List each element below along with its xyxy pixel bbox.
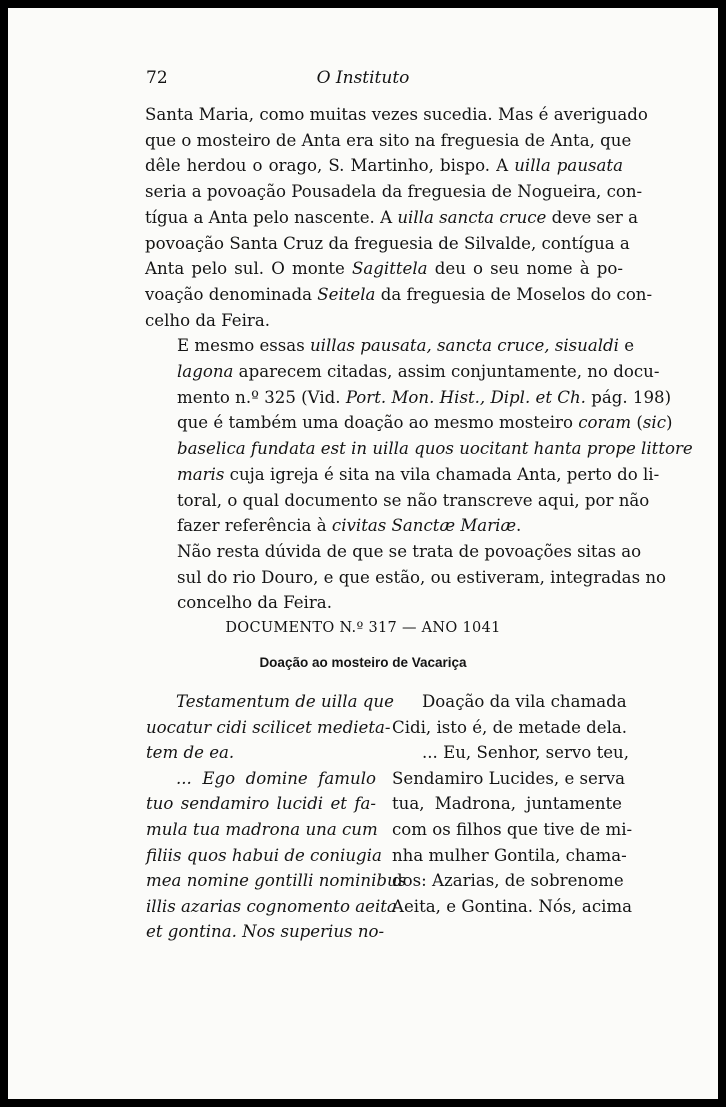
column-line: Sendamiro Lucides, e serva xyxy=(392,768,626,788)
column-line: et gontina. Nos superius no- xyxy=(146,922,385,942)
paragraph-2 xyxy=(145,333,693,539)
column-line: tem de ea. xyxy=(146,743,235,763)
column-line: mea nomine gontilli nominibus xyxy=(146,871,407,891)
portuguese-column xyxy=(392,689,633,919)
column-line: tua, Madrona, juntamente xyxy=(392,794,622,814)
text-line: Anta pelo sul. O monte Sagittela deu o seu nome à po- xyxy=(145,259,623,279)
text-line: tígua a Anta pelo nascente. A uilla sancta cruce deve ser a xyxy=(145,207,638,227)
text-line: celho da Feira. xyxy=(145,310,270,330)
column-line: tuo sendamiro lucidi et fa- xyxy=(146,794,376,814)
paragraph-3 xyxy=(145,539,667,616)
text-line: E mesmo essas uillas pausata, sancta cruce, sisualdi e xyxy=(177,336,635,356)
column-line: Aeita, e Gontina. Nós, acima xyxy=(392,896,633,916)
latin-column xyxy=(146,689,407,945)
document-subtitle: Doação ao mosteiro de Vacariça xyxy=(259,655,467,670)
body-text xyxy=(145,102,693,616)
text-line: Santa Maria, como muitas vezes sucedia. Mas é averiguado xyxy=(145,105,648,124)
column-line: filiis quos habui de coniugia xyxy=(146,845,382,865)
text-line: que o mosteiro de Anta era sito na freguesia de Anta, que xyxy=(145,130,632,150)
text-line: povoação Santa Cruz da freguesia de Silvalde, contígua a xyxy=(145,233,630,253)
column-line: ... Eu, Senhor, servo teu, xyxy=(422,743,630,763)
running-title: O Instituto xyxy=(316,68,410,88)
text-line: que é também uma doação ao mesmo mosteiro coram (sic) xyxy=(177,413,673,433)
text-line: dêle herdou o orago, S. Martinho, bispo. A uilla pausata xyxy=(145,156,623,176)
text-line: baselica fundata est in uilla quos uocitant hanta prope littore xyxy=(177,439,693,459)
text-line: Não resta dúvida de que se trata de povoações sitas ao xyxy=(177,541,642,561)
text-line: mento n.º 325 (Vid. Port. Mon. Hist., Dipl. et Ch. pág. 198) xyxy=(177,387,672,407)
page-number: 72 xyxy=(146,68,168,88)
text-line: toral, o qual documento se não transcreve aqui, por não xyxy=(177,490,650,510)
document-heading: DOCUMENTO N.º 317 — ANO 1041 xyxy=(225,620,501,636)
column-line: uocatur cidi scilicet medieta- xyxy=(146,717,391,737)
text-line: lagona aparecem citadas, assim conjuntamente, no docu- xyxy=(177,362,660,382)
text-line: fazer referência à civitas Sanctæ Mariæ. xyxy=(177,516,522,536)
column-line: com os filhos que tive de mi- xyxy=(392,819,633,839)
text-line: voação denominada Seitela da freguesia de Moselos do con- xyxy=(145,284,653,304)
column-line: Cidi, isto é, de metade dela. xyxy=(392,717,628,737)
text-line: concelho da Feira. xyxy=(177,593,332,613)
text-line: sul do rio Douro, e que estão, ou estiveram, integradas no xyxy=(177,567,667,587)
column-line: ... Ego domine famulo xyxy=(176,768,376,788)
text-line: maris cuja igreja é sita na vila chamada Anta, perto do li- xyxy=(177,464,660,484)
column-line: Testamentum de uilla que xyxy=(176,692,394,711)
column-line: mula tua madrona una cum xyxy=(146,819,378,839)
column-line: illis azarias cognomento aeita xyxy=(146,896,397,916)
paragraph-1 xyxy=(145,102,653,333)
text-line: seria a povoação Pousadela da freguesia de Nogueira, con- xyxy=(145,182,643,202)
book-page xyxy=(8,8,718,1099)
column-line: dos: Azarias, de sobrenome xyxy=(392,871,624,891)
column-line: nha mulher Gontila, chama- xyxy=(392,845,627,865)
column-line: Doação da vila chamada xyxy=(422,692,627,711)
